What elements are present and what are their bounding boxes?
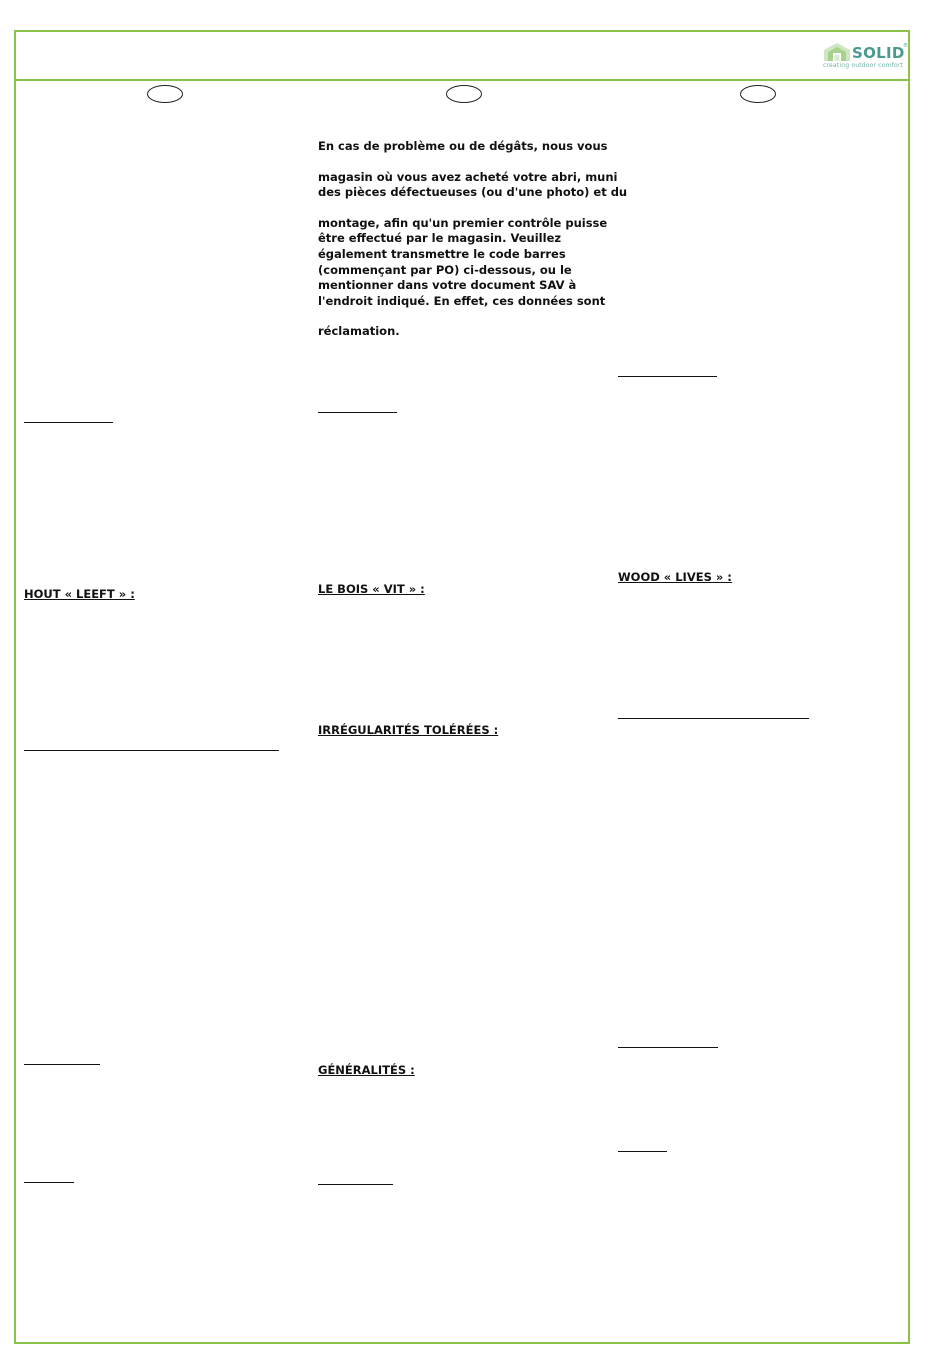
- logo-registered-mark: ®: [903, 43, 908, 49]
- shed-logo-icon: [822, 42, 852, 62]
- language-marker-oval-right: [740, 85, 776, 103]
- notice-line: réclamation.: [318, 324, 400, 339]
- heading-wood-lives: WOOD « LIVES » :: [618, 570, 732, 584]
- language-marker-oval-left: [147, 85, 183, 103]
- underline-rule: [24, 1064, 100, 1065]
- heading-irregularites: IRRÉGULARITÉS TOLÉRÉES :: [318, 723, 499, 737]
- notice-line: également transmettre le code barres: [318, 246, 566, 261]
- underline-rule: [618, 376, 717, 377]
- notice-line: (commençant par PO) ci-dessous, ou le: [318, 262, 572, 277]
- notice-line: des pièces défectueuses (ou d'une photo) et du: [318, 185, 628, 200]
- underline-rule: [618, 1151, 667, 1152]
- header-divider: [14, 79, 910, 81]
- underline-rule: [618, 1047, 718, 1048]
- notice-line: montage, afin qu'un premier contrôle puisse: [318, 215, 608, 230]
- heading-generalites: GÉNÉRALITÉS :: [318, 1063, 415, 1077]
- underline-rule: [618, 718, 809, 719]
- notice-line: mentionner dans votre document SAV à: [318, 278, 577, 293]
- solid-logo: [822, 42, 906, 70]
- underline-rule: [318, 1184, 393, 1185]
- language-marker-oval-middle: [446, 85, 482, 103]
- notice-line: En cas de problème ou de dégâts, nous vous: [318, 139, 608, 153]
- service-notice: [318, 139, 628, 340]
- notice-line: l'endroit indiqué. En effet, ces données sont: [318, 293, 606, 308]
- notice-line: être effectué par le magasin. Veuillez: [318, 231, 562, 246]
- underline-rule: [24, 422, 113, 423]
- heading-hout-leeft: HOUT « LEEFT » :: [24, 587, 135, 601]
- underline-rule: [24, 750, 279, 751]
- notice-line: magasin où vous avez acheté votre abri, muni: [318, 169, 618, 184]
- underline-rule: [24, 1182, 74, 1183]
- underline-rule: [318, 412, 397, 413]
- heading-le-bois-vit: LE BOIS « VIT » :: [318, 582, 425, 596]
- logo-brand-text: SOLID: [852, 44, 905, 62]
- logo-tagline: creating outdoor comfort: [823, 62, 904, 69]
